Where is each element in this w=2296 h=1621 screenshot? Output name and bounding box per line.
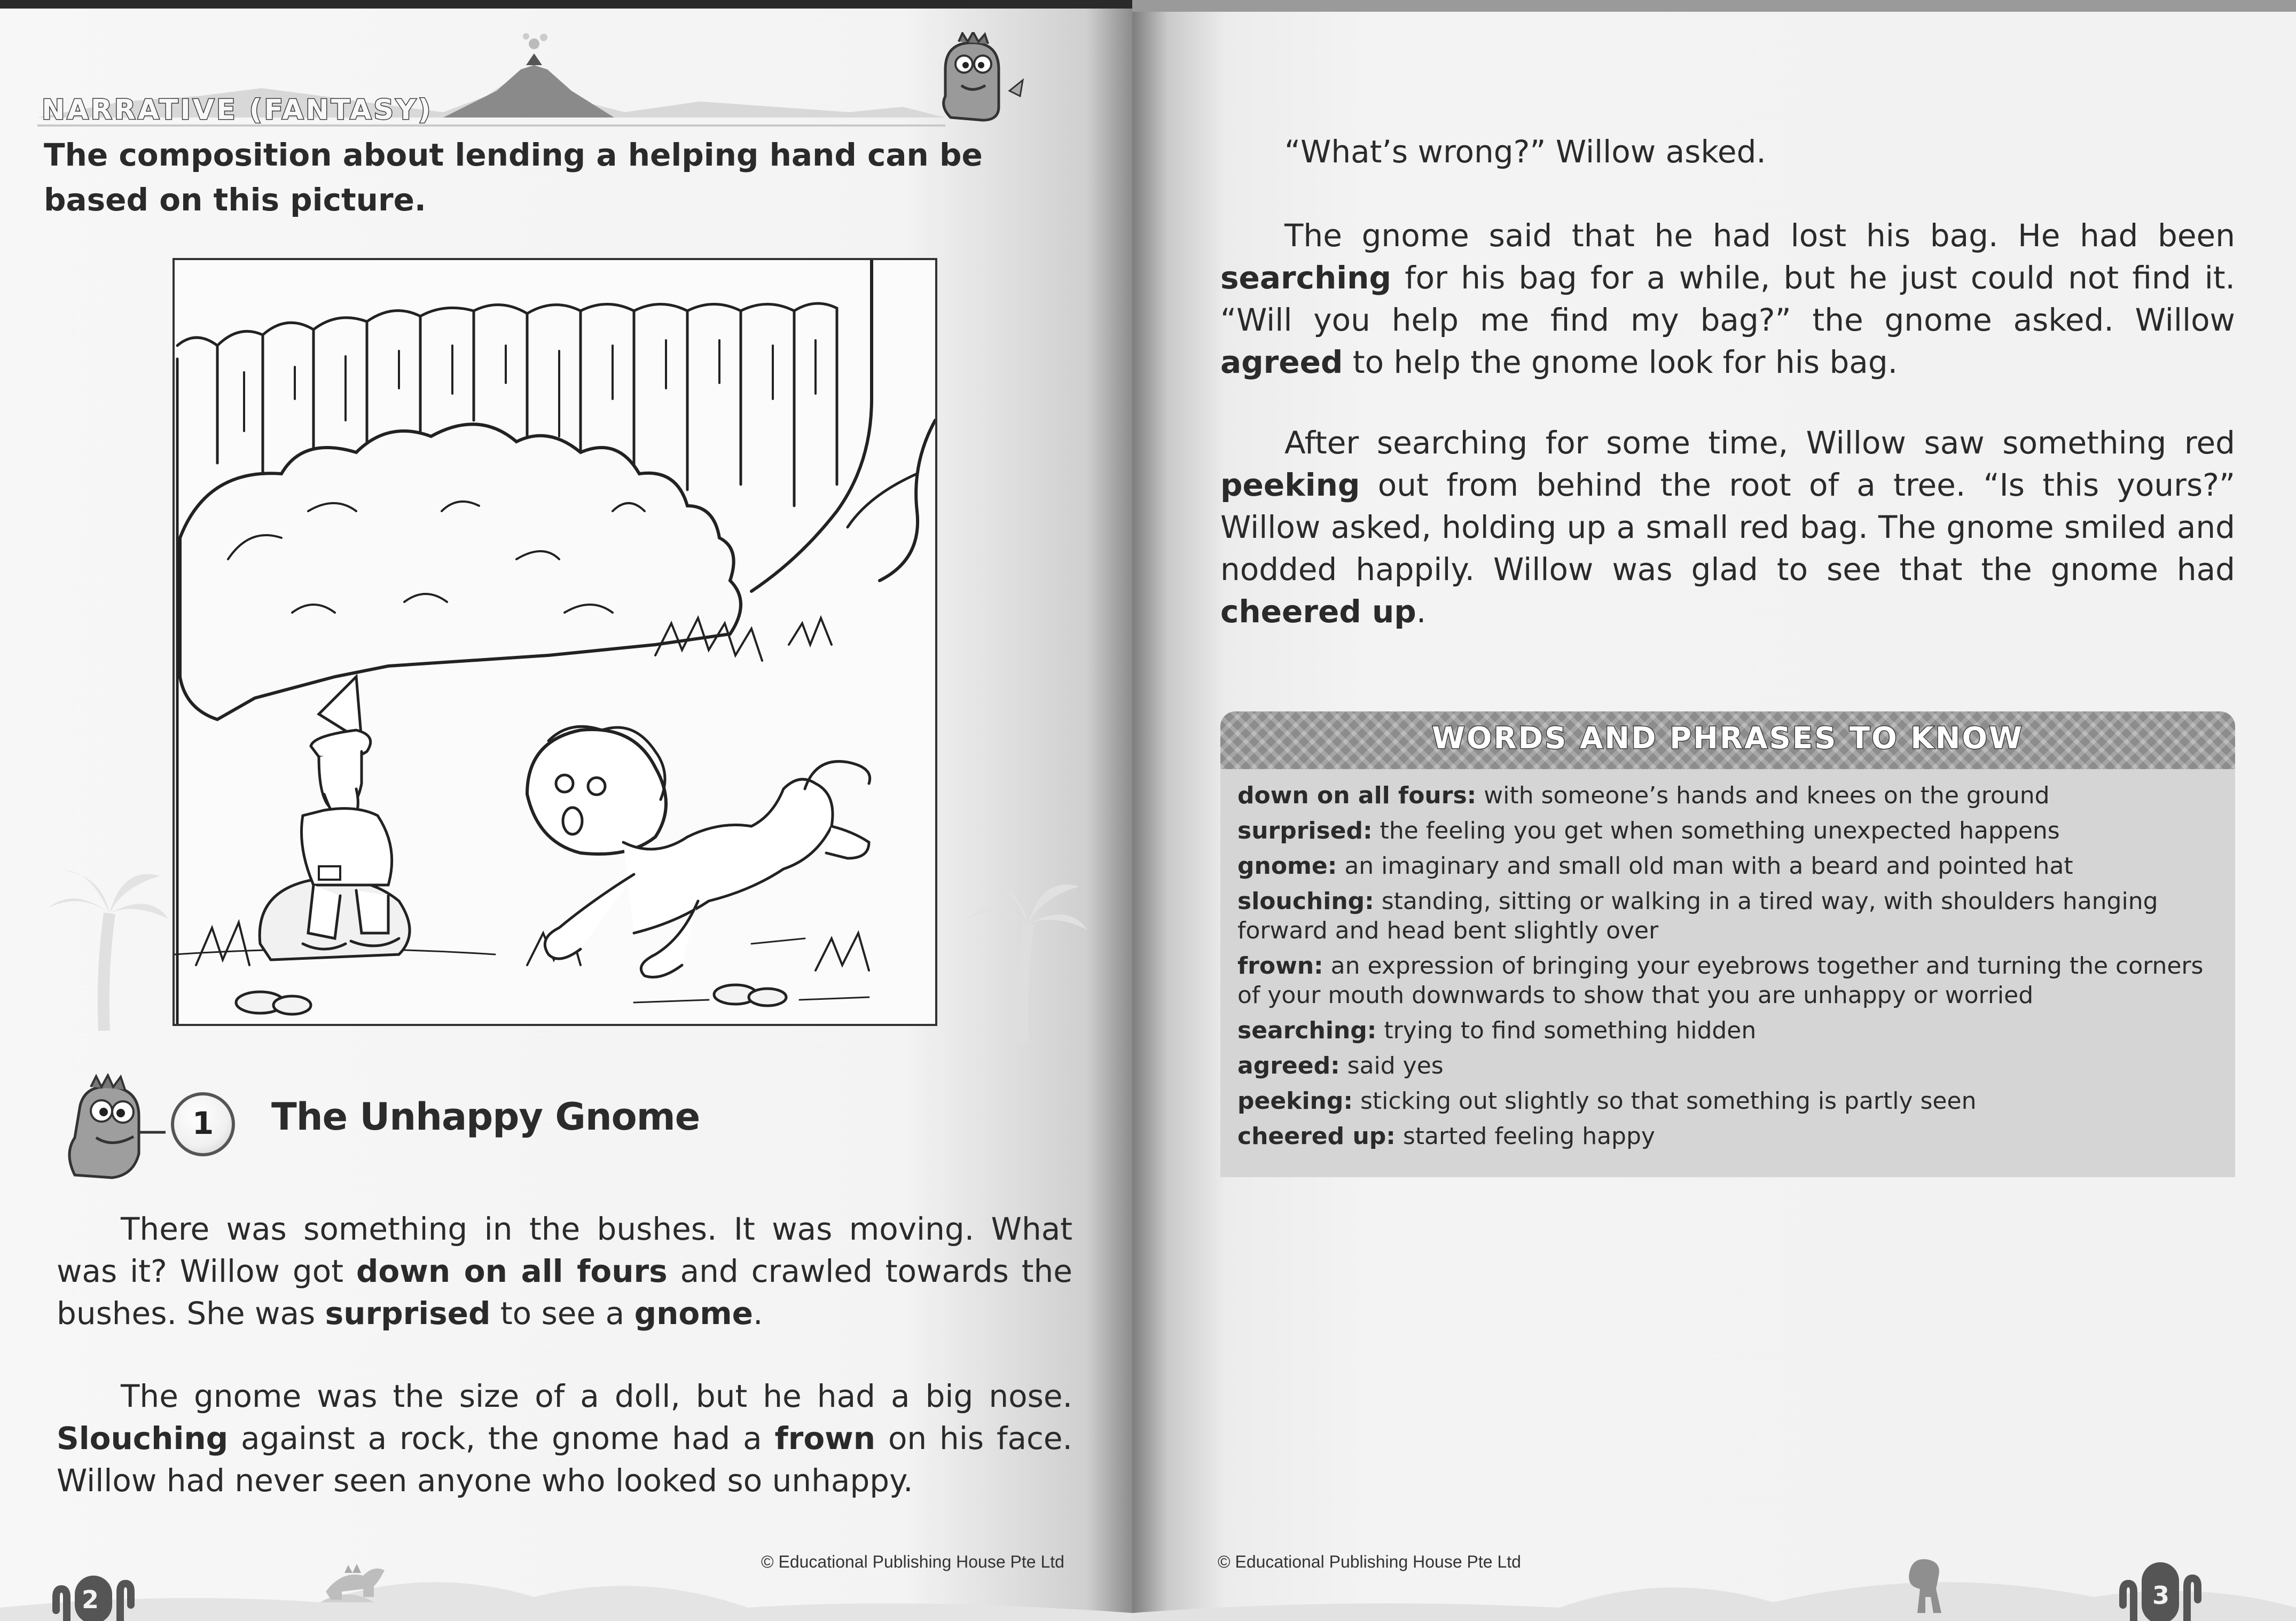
palm-tree-icon — [961, 865, 1090, 1041]
vocab-highlight: surprised — [325, 1295, 491, 1332]
vocab-entry — [1237, 1016, 2220, 1045]
vocab-highlight: frown — [774, 1420, 876, 1456]
story-paragraph-3 — [1220, 131, 2235, 173]
story-title: The Unhappy Gnome — [271, 1095, 700, 1139]
vocabulary-header — [1220, 711, 2235, 769]
story-paragraph-4 — [1220, 215, 2235, 383]
page-number-badge-right — [2118, 1549, 2203, 1621]
vocab-highlight: cheered up — [1220, 593, 1416, 630]
text-run: out from behind the root of a tree. “Is this yours?” Willow asked, holding up a small red bag. The gnome smiled and nodded happily. Willow was glad to see that the gnome had — [1220, 467, 2235, 588]
vocab-definition: an imaginary and small old man with a beard and pointed hat — [1337, 852, 2073, 880]
page-number-right: 3 — [2152, 1581, 2170, 1610]
vocab-term: peeking: — [1237, 1087, 1353, 1115]
vocab-term: agreed: — [1237, 1052, 1340, 1079]
vocabulary-list — [1237, 781, 2220, 1157]
left-page — [0, 0, 1132, 1621]
small-dinosaur-icon — [320, 1549, 390, 1602]
page-number-left: 2 — [82, 1585, 99, 1614]
vocab-definition: started feeling happy — [1395, 1123, 1655, 1150]
dinosaur-mascot-icon — [59, 1074, 182, 1180]
vocab-highlight: down on all fours — [356, 1253, 668, 1289]
vocab-highlight: gnome — [634, 1295, 754, 1332]
vocab-term: slouching: — [1237, 888, 1374, 915]
vocab-term: cheered up: — [1237, 1123, 1396, 1150]
vocab-entry — [1237, 951, 2220, 1010]
vocab-entry — [1237, 1051, 2220, 1080]
vocab-definition: sticking out slightly so that something is partly seen — [1352, 1087, 1977, 1115]
footer-hills-decoration — [0, 1533, 1132, 1621]
vocab-highlight: searching — [1220, 260, 1391, 296]
text-run: to help the gnome look for his bag. — [1343, 344, 1898, 380]
text-run: against a rock, the gnome had a — [228, 1420, 775, 1456]
vocabulary-title: WORDS AND PHRASES TO KNOW — [1432, 721, 2024, 756]
palm-tree-icon — [43, 855, 171, 1031]
story-illustration — [173, 258, 937, 1026]
vocab-definition: with someone’s hands and knees on the ground — [1476, 782, 2050, 809]
vocab-term: surprised: — [1237, 817, 1373, 844]
text-run: After searching for some time, Willow saw something red — [1284, 425, 2235, 461]
vocab-highlight: agreed — [1220, 344, 1343, 380]
vocabulary-box — [1220, 711, 2235, 1177]
vocab-definition: the feeling you get when something unexpected happens — [1372, 817, 2060, 844]
vocab-highlight: Slouching — [57, 1420, 229, 1456]
text-run: There was something in the bushes. It was moving. What was it? Willow got — [57, 1211, 1072, 1289]
story-number: 1 — [192, 1105, 214, 1141]
vocab-definition: standing, sitting or walking in a tired way, with shoulders hanging forward and head bent slightly over — [1237, 888, 2158, 944]
vocab-entry — [1237, 1122, 2220, 1151]
text-run: to see a — [490, 1295, 634, 1332]
small-dinosaur-icon — [1896, 1546, 1955, 1616]
copyright-left: © Educational Publishing House Pte Ltd — [761, 1552, 1064, 1571]
text-run: for his bag for a while, but he just could not find it. “Will you help me find my bag?” the gnome asked. Willow — [1220, 260, 2235, 338]
vocab-entry — [1237, 1086, 2220, 1116]
text-run: . — [753, 1295, 763, 1332]
text-run: “What’s wrong?” Willow asked. — [1284, 134, 1766, 170]
copyright-right: © Educational Publishing House Pte Ltd — [1218, 1552, 1521, 1571]
vocab-term: down on all fours: — [1237, 782, 1477, 809]
story-paragraph-2 — [57, 1375, 1072, 1502]
story-number-badge — [171, 1092, 235, 1156]
text-run: The gnome was the size of a doll, but he had a big nose. — [121, 1378, 1072, 1414]
text-run: and crawled towards the bushes. She was — [57, 1253, 1072, 1332]
section-label: NARRATIVE (FANTASY) — [42, 94, 433, 126]
vocab-term: searching: — [1237, 1017, 1377, 1044]
vocab-definition: said yes — [1339, 1052, 1444, 1079]
intro-text: The composition about lending a helping hand can be based on this picture. — [44, 137, 983, 218]
story-paragraph-1 — [57, 1208, 1072, 1335]
vocab-definition: trying to find something hidden — [1376, 1017, 1757, 1044]
vocab-entry — [1237, 816, 2220, 845]
vocab-entry — [1237, 887, 2220, 945]
vocab-highlight: peeking — [1220, 467, 1360, 503]
vocab-term: frown: — [1237, 952, 1323, 980]
dinosaur-mascot-icon — [929, 32, 1036, 123]
vocab-definition: an expression of bringing your eyebrows together and turning the corners of your mouth downwards to show that you are unhappy or worried — [1237, 952, 2204, 1009]
story-paragraph-5 — [1220, 422, 2235, 633]
text-run: on his face. Willow had never seen anyone who looked so unhappy. — [57, 1420, 1072, 1499]
vocab-term: gnome: — [1237, 852, 1337, 880]
vocab-entry — [1237, 781, 2220, 810]
vocab-entry — [1237, 851, 2220, 881]
text-run: The gnome said that he had lost his bag. He had been — [1284, 217, 2235, 254]
page-number-badge-left — [51, 1560, 136, 1621]
text-run: . — [1416, 593, 1427, 630]
